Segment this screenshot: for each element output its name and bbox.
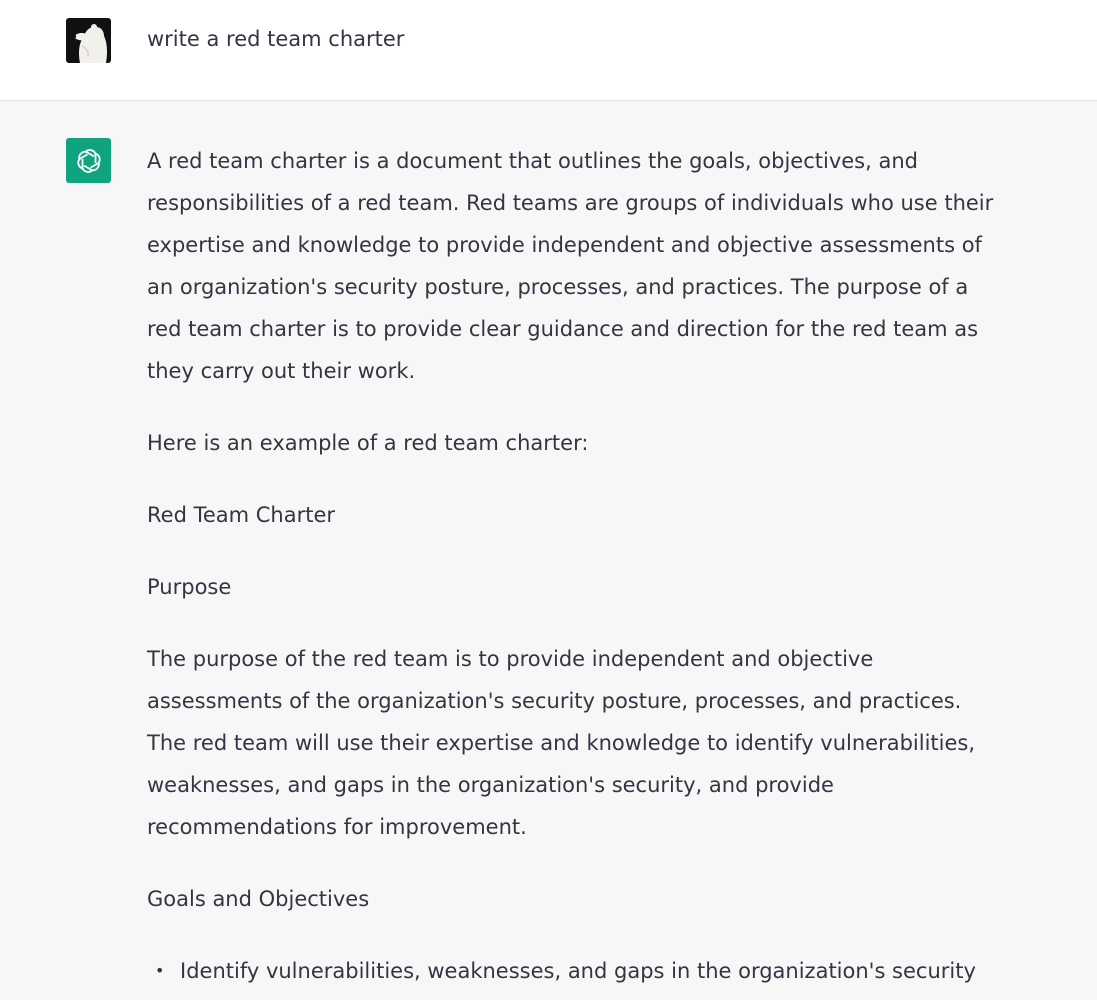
goals-list	[147, 950, 997, 992]
charter-title: Red Team Charter	[147, 503, 336, 527]
openai-logo-icon	[66, 138, 111, 183]
list-item-text: Identify vulnerabilities, weaknesses, and gaps in the organization's security	[180, 959, 976, 983]
purpose-heading: Purpose	[147, 575, 232, 599]
polar-bear-avatar-icon	[66, 18, 111, 63]
bullet-icon: •	[155, 961, 165, 980]
assistant-message-row	[0, 101, 1097, 1000]
assistant-message-content	[147, 140, 997, 992]
list-item	[147, 950, 997, 992]
user-message-row	[0, 0, 1097, 101]
purpose-paragraph: The purpose of the red team is to provide independent and objective assessments of the organization's security posture, processes, and practices. The red team will use their expertise and knowledge to identify vulnerabilities, weaknesses, and gaps in the organization's security, and provide recommendations for improvement.	[147, 647, 976, 839]
goals-heading: Goals and Objectives	[147, 887, 370, 911]
example-intro-paragraph: Here is an example of a red team charter:	[147, 431, 589, 455]
user-message-text: write a red team charter	[147, 27, 405, 51]
intro-paragraph: A red team charter is a document that outlines the goals, objectives, and responsibilities of a red team. Red teams are groups of individuals who use their expertise and knowledge to provide independent and objective assessments of an organization's security posture, processes, and practices. The purpose of a red team charter is to provide clear guidance and direction for the red team as they carry out their work.	[147, 149, 994, 383]
